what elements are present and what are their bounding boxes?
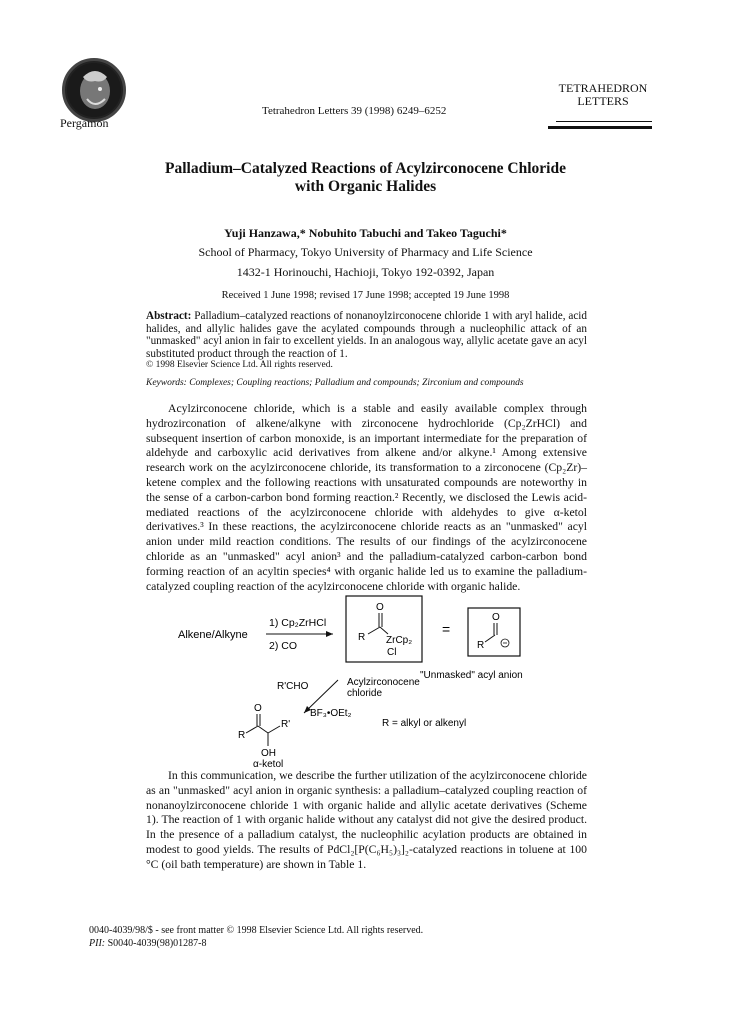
abstract-text: Palladium–catalyzed reactions of nonanoylzirconocene chloride 1 with aryl halide, acid halides, and allylic halides gave the acylated compounds through a nucleophilic attack of an "unmasked" acyl anion in fair to excellent yields. In an analogous way, allylic acetate gave an acyl substituted product through the reaction of 1.: [146, 310, 587, 360]
acyl-R-bond: [368, 627, 380, 634]
journal-name: [556, 82, 650, 108]
scheme-step1: 1) Cp₂ZrHCl: [269, 617, 327, 629]
scheme-anion-R: R: [477, 640, 485, 651]
title-line2: with Organic Halides: [294, 178, 437, 195]
scheme-r-definition: R = alkyl or alkenyl: [382, 718, 467, 729]
scheme-arrowhead: [326, 631, 333, 637]
ketol-R-bond: [246, 726, 258, 733]
scheme-acylzr-label2: chloride: [347, 688, 383, 699]
paragraph-1: Acylzirconocene chloride, which is a stable and easily available complex through hydrozirconation of alkene/alkyne with zirconocene hydrochloride (Cp₂ZrHCl) and subsequent insertion of carbon monoxide, is an important intermediate for the preparation of aldehyde and carboxylic acid derivatives from alkene and/or alkyne.¹ Among extensive research work on the acylzirconocene chloride, its transformation to a zirconocene (Cp₂Zr)–ketene complex and the following reactions with unsaturated compounds are noteworthy in the sense of a carbon-carbon bond forming reaction.² Recently, we disclosed the Lewis acid-mediated reactions of the acylzirconocene chloride with aldehydes to give α-ketol derivatives.³ In these reactions, the acylzirconocene chloride reacts as an "unmasked" acyl anion under mild reaction conditions. The results of our findings of the acylzirconocene chloride as an "unmasked" acyl anion³ and the palladium-catalyzed carbon-carbon bond forming reaction of an acyltin species⁴ with organic halide led us to examine the palladium-catalyzed coupling reaction of the acylzirconocene chloride with organic halide.: [146, 402, 587, 593]
scheme-acyl-O: O: [376, 602, 384, 613]
scheme-rcho: R'CHO: [277, 681, 309, 692]
acyl-Zr-bond: [380, 627, 388, 634]
footer-pii-label: PII:: [89, 938, 106, 949]
journal-name-line1: TETRAHEDRON: [558, 81, 648, 95]
scheme-ZrCp2: ZrCp₂: [386, 635, 413, 646]
abstract: [146, 310, 587, 360]
keywords: [146, 378, 524, 388]
reaction-scheme: [150, 590, 570, 770]
title-line1: Palladium–Catalyzed Reactions of Acylzirconocene Chloride: [165, 160, 566, 177]
scheme-Cl: Cl: [387, 647, 397, 658]
received-dates: Received 1 June 1998; revised 17 June 1998; accepted 19 June 1998: [221, 290, 510, 301]
header-rule-thin: [556, 121, 652, 122]
pergamon-logo: [62, 58, 126, 122]
journal-reference: Tetrahedron Letters 39 (1998) 6249–6252: [262, 105, 447, 117]
authors: Yuji Hanzawa,* Nobuhito Tabuchi and Takeo Taguchi*: [224, 226, 507, 240]
scheme-step2: 2) CO: [269, 640, 298, 652]
affiliation-line1: School of Pharmacy, Tokyo University of Pharmacy and Life Science: [198, 245, 533, 259]
scheme-acyl-R: R: [358, 632, 366, 643]
footer-pii-value: S0040-4039(98)01287-8: [107, 938, 207, 949]
anion-R-bond: [485, 635, 495, 642]
scheme-acylzr-label1: Acylzirconocene: [347, 677, 420, 688]
scheme-lewis: BF₃•OEt₂: [310, 708, 352, 719]
scheme-equals: =: [442, 621, 451, 637]
intro-paragraph: [146, 402, 587, 594]
scheme-alkene: Alkene/Alkyne: [178, 629, 248, 641]
abstract-label: Abstract:: [146, 310, 192, 322]
keywords-label: Keywords:: [146, 378, 187, 388]
scheme-ketol-OH: OH: [261, 748, 276, 759]
scheme-unmasked: "Unmasked" acyl anion: [420, 670, 523, 681]
journal-name-line2: LETTERS: [577, 94, 629, 108]
scheme-ketol-Rp: R': [281, 719, 291, 730]
scheme-ketol-R: R: [238, 730, 246, 741]
footer-line1: 0040-4039/98/$ - see front matter © 1998 Elsevier Science Ltd. All rights reserved.: [89, 925, 424, 936]
ketol-Rp-bond: [268, 726, 280, 733]
scheme-ketol-label: α-ketol: [253, 759, 284, 770]
affiliation-line2: 1432-1 Horinouchi, Hachioji, Tokyo 192-0392, Japan: [236, 265, 495, 279]
paragraph-2: In this communication, we describe the further utilization of the acylzirconocene chloride as an "unmasked" acyl anion in organic synthesis: a palladium–catalyzed coupling reaction of nonanoylzirconocene chloride 1 with organic halide and allylic acetate derivatives (Scheme 1). The reaction of 1 with organic halide without any catalyst did not give the desired product. In the presence of a palladium catalyst, the nucleophilic acylation products are obtained in modest to good yields. The results of PdCl₂[P(C₆H₅)₃]₂-catalyzed reactions in toluene at 100 °C (oil bath temperature) are shown in Table 1.: [146, 769, 587, 871]
second-paragraph: [146, 769, 587, 873]
header-rule-thick: [548, 126, 652, 129]
abstract-copyright: © 1998 Elsevier Science Ltd. All rights reserved.: [146, 360, 333, 370]
keywords-text: Complexes; Coupling reactions; Palladium and compounds; Zirconium and compounds: [189, 378, 524, 388]
scheme-anion-O: O: [492, 612, 500, 623]
ketol-C-bond: [258, 726, 268, 733]
acylzr-box: [346, 596, 422, 662]
scheme-ketol-O: O: [254, 703, 262, 714]
paper-title: [0, 160, 731, 196]
footer-line2: [89, 938, 207, 949]
publisher-name: Pergamon: [60, 116, 109, 130]
